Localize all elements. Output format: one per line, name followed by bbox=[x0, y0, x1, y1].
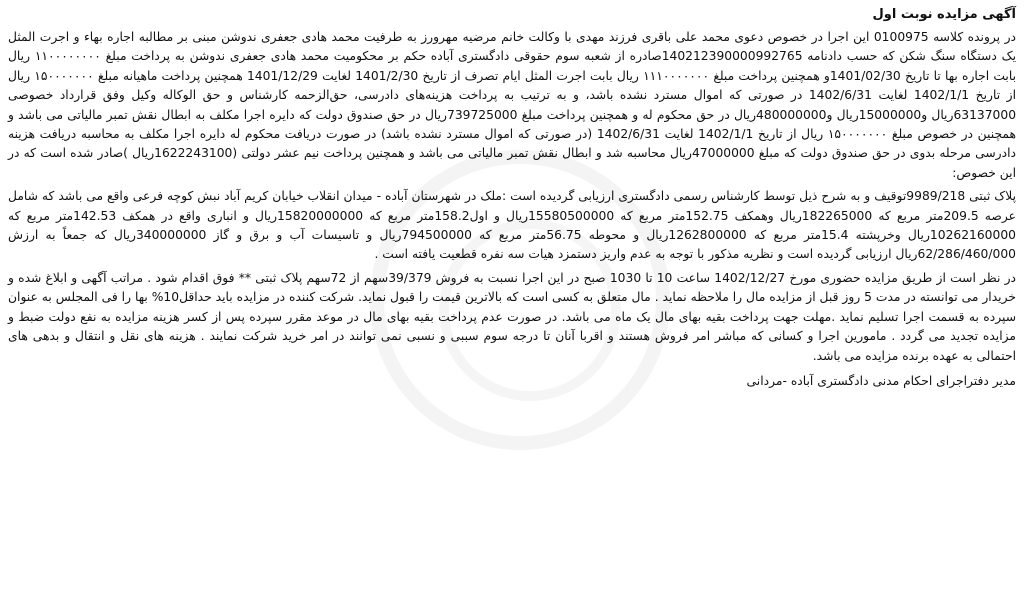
signature-line: مدیر دفتراجرای احکام مدنی دادگستری آباده -مردانی bbox=[746, 373, 1016, 388]
property-valuation-paragraph: پلاک ثبتی 9989/218توقیف و به شرح ذیل توسط کارشناس رسمی دادگستری ارزیابی گردیده است :ملک در شهرستان آباده - میدان انقلاب خیابان کریم آباد نبش کوچه فرعی واقع می باشد که شامل عرصه 209.5متر مربع که 182265000ریال وهمکف 152.75متر مربع که 15580500000ریال و اول158.2متر مربع که 15820000000ریال و انباری واقع در همکف 142.53متر مربع که 10262160000ریال وخرپشته 15.4متر مربع که 1262800000ریال و محوطه 56.75متر مربع که 794500000ریال و تاسیسات آب و برق و گاز 340000000ریال که جمعاً به ارزش 62/286/460/000ریال ارزیابی گردیده است و نظریه مذکور با توجه به عدم واریز دستمزد هیات سه نفره قطعیت یافته است . bbox=[8, 189, 1016, 262]
case-details-paragraph: در پرونده کلاسه 0100975 این اجرا در خصوص دعوی محمد علی باقری فرزند مهدی با وکالت خانم مرضیه مهرورز به طرفیت محمد هادی جعفری ندوشن مبنی بر مطالبه اجاره بهاء و اجرت المثل یک دستگاه سنگ شکن که حسب دادنامه 140212390000992765صادره از شعبه سوم حقوقی دادگستری آباده حکم بر محکومیت محمد هادی جعفری ندوشن به پرداخت مبلغ ۱۱۰۰۰۰۰۰۰۰ ریال بابت اجاره بها تا تاریخ 1401/02/30و همچنین پرداخت مبلغ ۱۱۱۰۰۰۰۰۰۰ ریال بابت اجرت المثل ایام تصرف از تاریخ 1401/2/30 لغایت 1401/12/29 همچنین پرداخت ماهیانه مبلغ ۱۵۰۰۰۰۰۰۰ ریال از تاریخ 1402/1/1 لغایت 1402/6/31 در صورتی که اموال مسترد نشده باشد، و به ترتیب به پرداخت هزینه‌های دادرسی، حق‌الزحمه کارشناس و حق الوکاله وکیل وفق قرارداد خصوصی 63137000ریال و15000000ریال و480000000ریال در حق محکوم له و همچنین پرداخت مبلغ 739725000ریال در حق صندوق دولت که دایره اجرا مکلف به ابطال نقش تمبر مالیاتی می باشد و همچنین در خصوص مبلغ ۱۵۰۰۰۰۰۰۰ ریال از تاریخ 1402/1/1 لغایت 1402/6/31 (در صورتی که اموال مسترد نشده باشد) در صورت دریافت محکوم له دایره اجرا مکلف به محاسبه دریافت هزینه دادرسی مرحله بدوی در حق صندوق دولت که مبلغ 47000000ریال محاسبه شد و ابطال نقش تمبر مالیاتی می باشد و همچنین پرداخت نیم عشر دولتی (1622243100ریال )صادر شده است که در این خصوص: bbox=[8, 30, 1017, 180]
auction-terms-paragraph: در نظر است از طریق مزایده حضوری مورخ 1402/12/27 ساعت 10 تا 1030 صبح در این اجرا نسبت به فروش 39/379سهم از 72سهم پلاک ثبتی ** فوق اقدام شود . مراتب آگهی و ابلاغ شده و خریدار می توانسته در مدت 5 روز قبل از مزایده مال را ملاحظه نماید . مال متعلق به کسی است که بالاترین قیمت را قبول نماید. شرکت کننده در مزایده باید حداقل10% بها را فی المجلس به عنوان سپرده به قسمت اجرا تسلیم نماید .مهلت جهت پرداخت بقیه بهای مال یک ماه می باشد. در صورت عدم پرداخت بقیه بهای مال در موعد مقرر سپرده پس از کسر هزینه مزایده به نفع دولت ضبط و مزایده تجدید می گردد . مامورین اجرا و کسانی که مباشر امر فروش هستند و اقربا آنان تا درجه سوم سببی و نسبی نمی توانند در امر خرید شرکت نمایند . هزینه های نقل و انتقال و بدهی های احتمالی به عهده برنده مزایده می باشد. bbox=[8, 270, 1016, 363]
notice-title: آگهی مزایده نوبت اول bbox=[872, 7, 1016, 22]
